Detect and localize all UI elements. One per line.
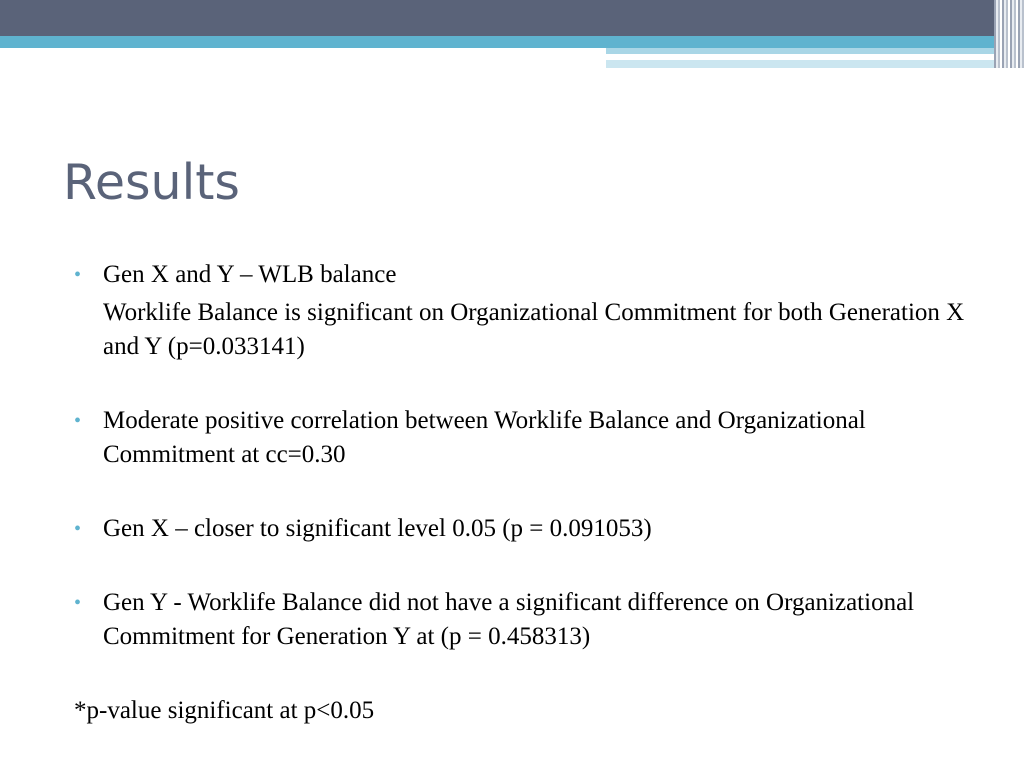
bullet-icon: • [74,592,82,614]
bullet-text: Moderate positive correlation between Worklife Balance and Organizational Commitment at cc=0.30 [103,407,866,468]
bullet-item [70,404,970,472]
header-bar-dark [0,0,1024,36]
bullet-text: Gen Y - Worklife Balance did not have a significant difference on Organizational Commitment for Generation Y at (p = 0.458313) [103,589,915,650]
bullet-text: Gen X – closer to significant level 0.05 (p = 0.091053) [103,515,652,542]
header-bar-line [606,55,948,57]
bullet-icon: • [74,264,82,286]
footnote: *p-value significant at p<0.05 [74,697,375,724]
bullet-subtext: Worklife Balance is significant on Organizational Commitment for both Generation X and Y (p=0.033141) [103,299,965,360]
slide-title: Results [63,154,240,211]
bullet-item [70,258,970,292]
header-stripes [994,0,1024,68]
bullet-icon: • [74,410,82,432]
bullet-item [70,586,970,654]
bullet-icon: • [74,518,82,540]
header-bar-accent-light [606,48,1024,54]
header-bar-teal [0,36,1024,48]
bullet-text: Gen X and Y – WLB balance [103,261,397,288]
slide-body [70,258,970,728]
bullet-item [70,512,970,546]
header-bar-accent-lower [606,60,826,68]
